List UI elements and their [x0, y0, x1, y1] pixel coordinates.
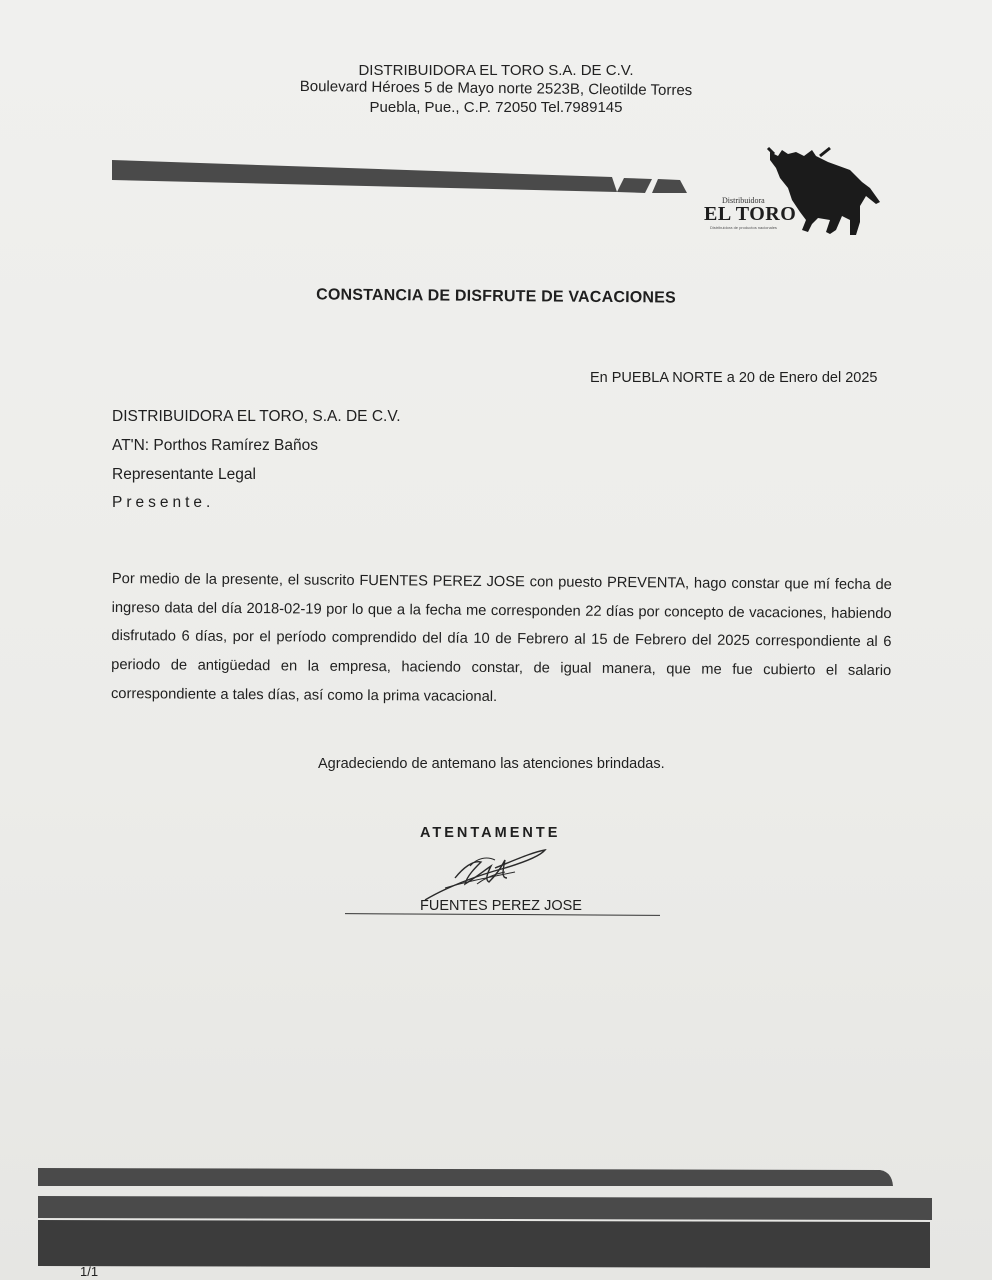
thanks-line: Agradeciendo de antemano las atenciones brindadas.: [318, 756, 665, 772]
addressee-company: DISTRIBUIDORA EL TORO, S.A. DE C.V.: [112, 408, 401, 425]
header-bar-decoration: [112, 160, 702, 196]
logo-name: EL TORO: [704, 203, 797, 225]
closing-text: ATENTAMENTE: [420, 825, 561, 841]
document-title: CONSTANCIA DE DISFRUTE DE VACACIONES: [316, 286, 676, 307]
company-address: Boulevard Héroes 5 de Mayo norte 2523B, Cleotilde Torres: [299, 77, 693, 100]
date-line: En PUEBLA NORTE a 20 de Enero del 2025: [590, 370, 878, 386]
logo-tagline: Distribuidora de productos nacionales: [710, 225, 777, 230]
footer-bar-decoration: [0, 1160, 992, 1280]
page-number: 1/1: [80, 1264, 99, 1279]
logo-small-text: Distribuidora: [722, 196, 765, 205]
addressee-role: Representante Legal: [112, 466, 256, 483]
signer-name: FUENTES PEREZ JOSE: [420, 898, 582, 914]
body-paragraph: Por medio de la presente, el suscrito FUENTES PEREZ JOSE con puesto PREVENTA, hago constar que mí fecha de ingreso data del día 2018-02-19 por lo que a la fecha me corresponden 22 días por concepto de vacaciones, habiendo disfrutado 6 días, por el período comprendido del día 10 de Febrero al 15 de Febrero del 2025 correspondiente al 6 periodo de antigüedad en la empresa, haciendo constar, de igual manera, que me fue cubierto el salario correspondiente a tales días, así como la prima vacacional.: [110, 570, 892, 705]
signature-line: [345, 913, 660, 916]
company-name-header: DISTRIBUIDORA EL TORO S.A. DE C.V.: [358, 62, 634, 79]
el-toro-logo: [700, 140, 890, 240]
company-city-phone: Puebla, Pue., C.P. 72050 Tel.7989145: [369, 99, 623, 116]
addressee-attn: AT'N: Porthos Ramírez Baños: [112, 437, 318, 454]
addressee-greeting: Presente.: [112, 494, 215, 511]
